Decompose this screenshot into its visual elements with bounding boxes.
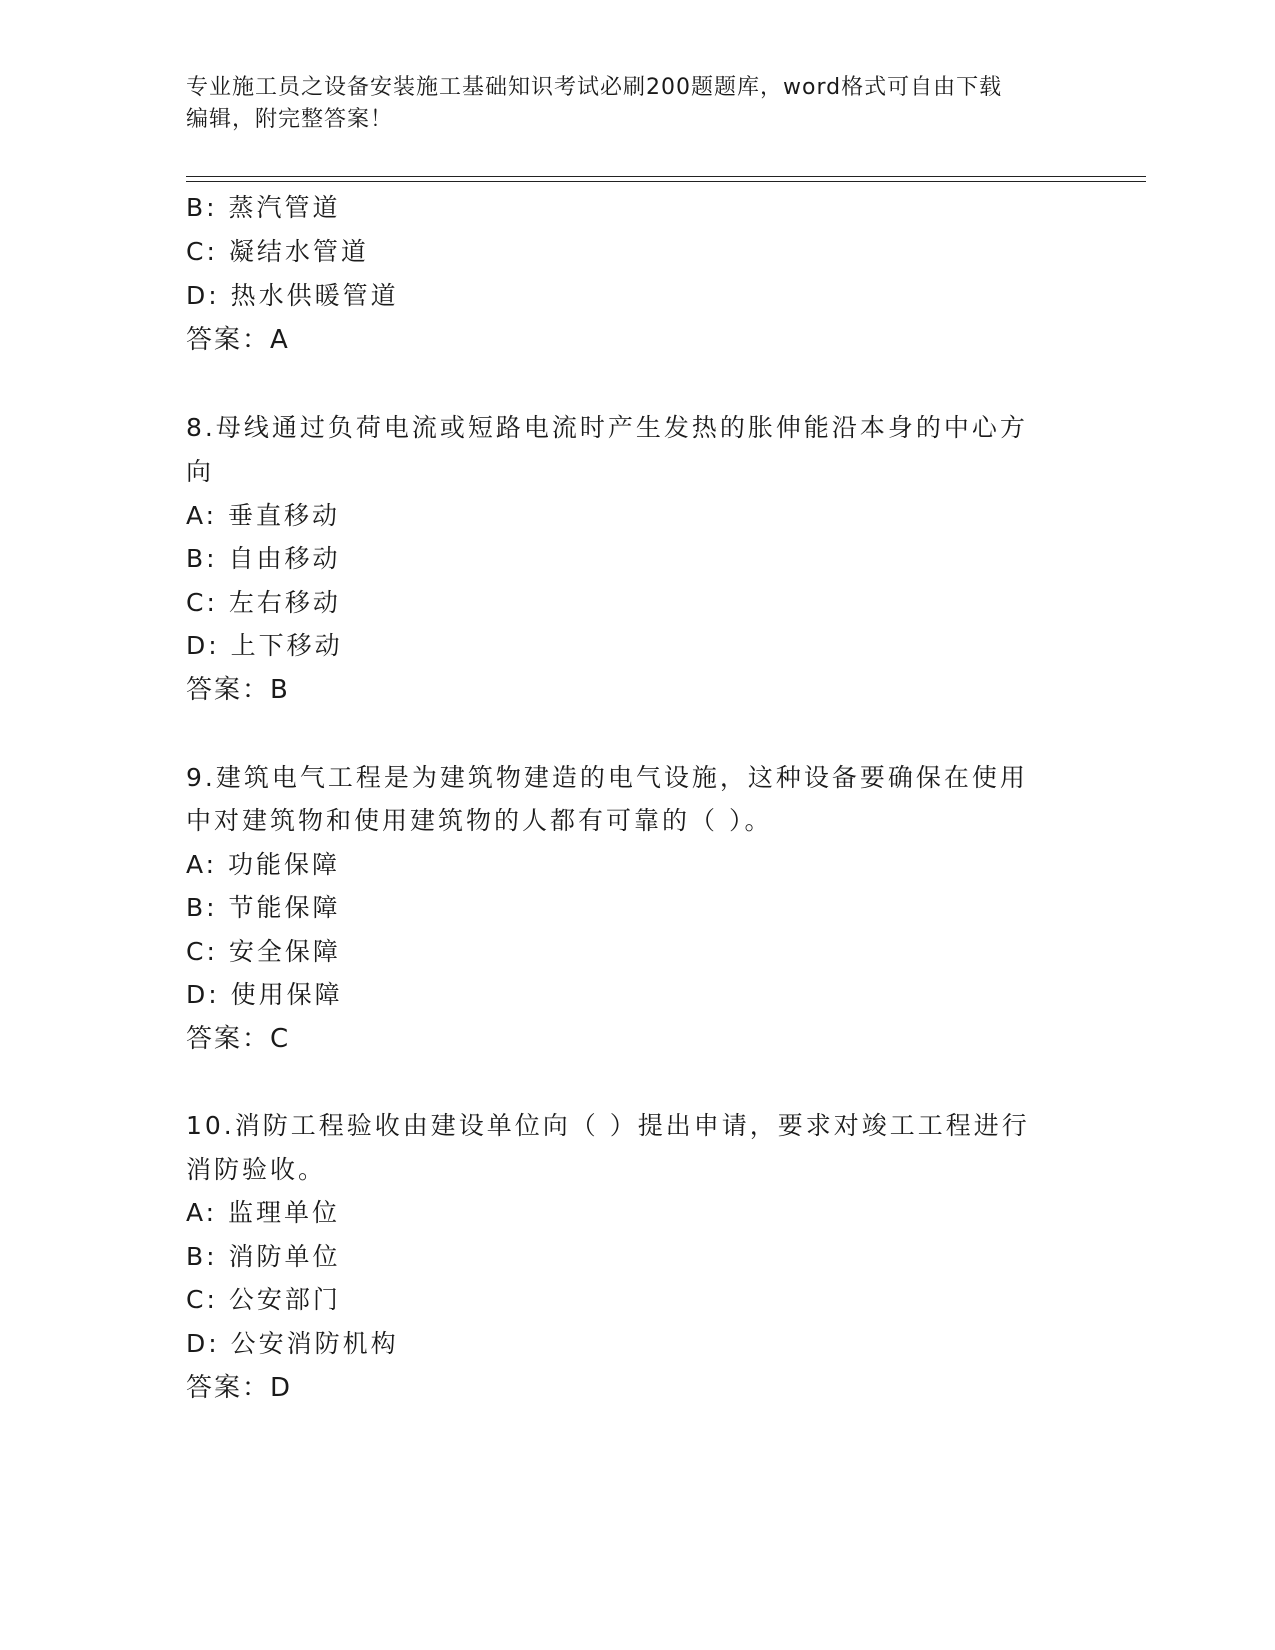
option-d: D: 使用保障: [186, 980, 343, 1009]
option-d: D: 热水供暖管道: [186, 281, 399, 310]
option-d: D: 公安消防机构: [186, 1329, 399, 1358]
answer-line: 答案：D: [186, 1373, 293, 1403]
question-stem-continued: 向: [186, 457, 215, 486]
option-c: C: 公安部门: [186, 1285, 341, 1314]
header-line-1: 专业施工员之设备安装施工基础知识考试必刷200题题库，word格式可自由下载: [186, 75, 1003, 100]
option-c: C: 凝结水管道: [186, 237, 369, 266]
question-stem-continued: 消防验收。: [186, 1155, 327, 1184]
option-d: D: 上下移动: [186, 631, 343, 660]
answer-line: 答案：C: [186, 1024, 291, 1054]
option-a: A: 垂直移动: [186, 501, 341, 530]
header-line-2: 编辑，附完整答案！: [186, 107, 394, 132]
option-b: B: 蒸汽管道: [186, 193, 341, 222]
question-stem: 8.母线通过负荷电流或短路电流时产生发热的胀伸能沿本身的中心方: [186, 413, 1028, 442]
option-a: A: 功能保障: [186, 850, 341, 879]
option-b: B: 自由移动: [186, 544, 341, 573]
question-stem: 9.建筑电气工程是为建筑物建造的电气设施，这种设备要确保在使用: [186, 763, 1028, 792]
question-stem: 10.消防工程验收由建设单位向（ ）提出申请，要求对竣工工程进行: [186, 1111, 1030, 1140]
option-b: B: 节能保障: [186, 893, 341, 922]
option-b: B: 消防单位: [186, 1242, 341, 1271]
header-divider-top: [186, 176, 1146, 177]
header-divider-bottom: [186, 181, 1146, 182]
option-c: C: 安全保障: [186, 937, 341, 966]
option-a: A: 监理单位: [186, 1198, 341, 1227]
option-c: C: 左右移动: [186, 588, 341, 617]
question-stem-continued: 中对建筑物和使用建筑物的人都有可靠的（ ）。: [186, 806, 773, 835]
document-header: [186, 72, 1066, 136]
answer-line: 答案：A: [186, 325, 290, 355]
answer-line: 答案：B: [186, 675, 290, 705]
